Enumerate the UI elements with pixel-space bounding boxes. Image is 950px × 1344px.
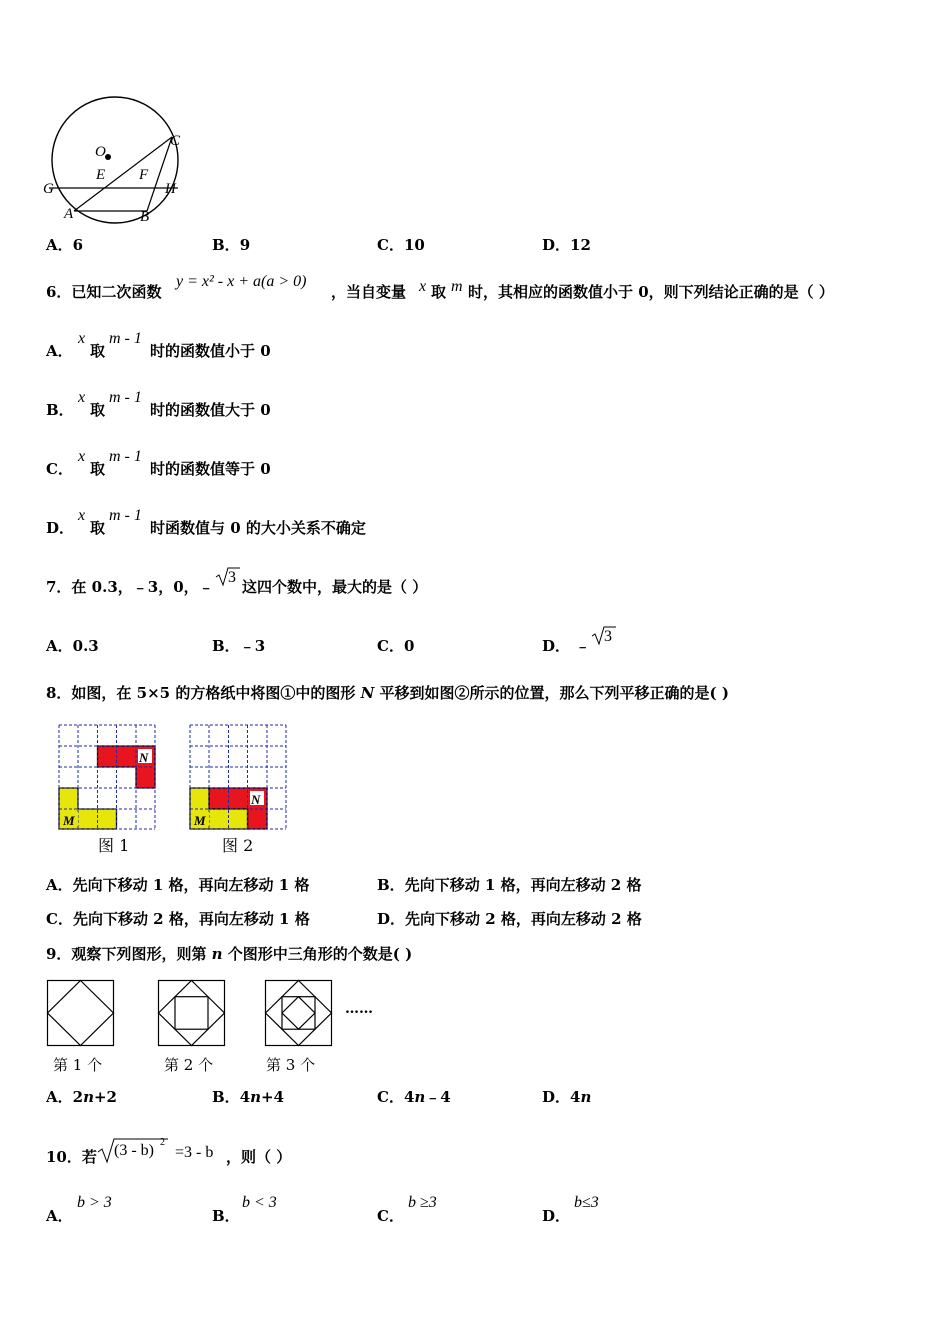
q5-option-c[interactable]: C．10 — [377, 236, 425, 254]
q6-a-letter: A． — [46, 342, 73, 360]
q9-figure-2 — [158, 980, 226, 1048]
q6-take: 取 — [431, 283, 447, 301]
q6-b-m1: m - 1 — [109, 389, 142, 406]
q6-d-take: 取 — [90, 519, 106, 537]
q5-option-a[interactable]: A．6 — [46, 236, 84, 254]
label-h: H — [165, 181, 176, 197]
q6-d-text: 时函数值与 0 的大小关系不确定 — [150, 519, 366, 537]
fig1-caption: 图 1 — [98, 836, 130, 855]
label-b: B — [140, 209, 150, 225]
q7-option-c[interactable]: C．0 — [377, 637, 415, 655]
q10-c-expr: b ≥3 — [408, 1194, 437, 1211]
q7-stem-pre: 7．在 0.3，﹣3，0，﹣ — [46, 578, 214, 596]
q10-d-expr: b≤3 — [574, 1194, 599, 1211]
q8-option-a[interactable]: A．先向下移动 1 格，再向左移动 1 格 — [46, 876, 310, 894]
q10-d-letter: D． — [542, 1207, 571, 1225]
label-c: C — [170, 133, 181, 149]
q6-a-m1: m - 1 — [109, 330, 142, 347]
q10-b-expr: b < 3 — [242, 1194, 277, 1211]
q7-option-b[interactable]: B．﹣3 — [212, 637, 266, 655]
label-a: A — [64, 206, 74, 222]
q6-var-x: x — [419, 278, 427, 295]
q10-b-letter: B． — [212, 1207, 240, 1225]
q9-option-d[interactable]: D．4n — [542, 1088, 592, 1106]
q7-sqrt-value: 3 — [228, 569, 236, 586]
q10-c-letter: C． — [377, 1207, 404, 1225]
q10-radicand: (3 - b) — [114, 1142, 154, 1159]
q10-rhs: =3 - b — [175, 1144, 214, 1161]
q6-formula: y = x² - x + a(a > 0) — [176, 273, 307, 290]
q9-option-a[interactable]: A．2n+2 — [46, 1088, 117, 1106]
q7-option-a[interactable]: A．0.3 — [46, 637, 99, 655]
q6-b-text: 时的函数值大于 0 — [150, 401, 271, 419]
q9-caption-1: 第 1 个 — [53, 1056, 103, 1074]
q10-exponent: 2 — [160, 1137, 165, 1148]
q6-c-letter: C． — [46, 460, 73, 478]
q10-a-expr: b > 3 — [77, 1194, 112, 1211]
q5-circle-figure — [40, 95, 190, 230]
q8-stem: 8．如图，在 5×5 的方格纸中将图①中的图形 N 平移到如图②所示的位置，那么下列平移正确的是( ) — [46, 684, 729, 702]
q6-c-text: 时的函数值等于 0 — [150, 460, 271, 478]
q6-a-x: x — [78, 330, 86, 347]
q6-c-x: x — [78, 448, 86, 465]
label-g: G — [43, 181, 54, 197]
q7-stem-post: 这四个数中，最大的是（ ） — [242, 578, 428, 596]
q9-caption-2: 第 2 个 — [164, 1056, 214, 1074]
q9-ellipsis: …… — [345, 1001, 373, 1017]
q8-option-b[interactable]: B．先向下移动 1 格，再向左移动 2 格 — [377, 876, 642, 894]
q6-b-x: x — [78, 389, 86, 406]
q5-option-d[interactable]: D．12 — [542, 236, 591, 254]
q6-b-take: 取 — [90, 401, 106, 419]
q9-stem: 9．观察下列图形，则第 n 个图形中三角形的个数是( ) — [46, 945, 413, 963]
q9-figure-3 — [265, 980, 333, 1048]
q6-d-m1: m - 1 — [109, 507, 142, 524]
q6-c-take: 取 — [90, 460, 106, 478]
q6-a-text: 时的函数值小于 0 — [150, 342, 271, 360]
fig2-label-m: M — [194, 813, 206, 828]
q6-stem-mid: ，当自变量 — [331, 283, 407, 301]
q10-a-letter: A． — [46, 1207, 73, 1225]
q6-d-x: x — [78, 507, 86, 524]
circle-o — [52, 97, 181, 223]
q6-c-m1: m - 1 — [109, 448, 142, 465]
q6-var-m: m — [451, 278, 463, 295]
q6-stem-pre: 6．已知二次函数 — [46, 283, 162, 301]
q10-stem-post: ，则（ ） — [226, 1148, 292, 1166]
label-e: E — [96, 167, 106, 183]
q7-d-sqrt-value: 3 — [604, 628, 612, 645]
label-f: F — [139, 167, 149, 183]
fig2-caption: 图 2 — [222, 836, 254, 855]
q9-option-b[interactable]: B．4n+4 — [212, 1088, 285, 1106]
fig1-label-m: M — [63, 813, 75, 828]
q6-d-letter: D． — [46, 519, 75, 537]
q9-caption-3: 第 3 个 — [266, 1056, 316, 1074]
q6-b-letter: B． — [46, 401, 74, 419]
q7-d-text: D． ﹣ — [542, 637, 591, 655]
q9-option-c[interactable]: C．4n﹣4 — [377, 1088, 451, 1106]
chord-ac — [74, 137, 172, 211]
chord-bc — [147, 137, 172, 211]
fig2-label-n: N — [251, 792, 261, 807]
q8-option-d[interactable]: D．先向下移动 2 格，再向左移动 2 格 — [377, 910, 642, 928]
q6-stem-post: 时，其相应的函数值小于 0，则下列结论正确的是（ ） — [468, 283, 834, 301]
q9-figure-1 — [47, 980, 115, 1048]
q8-option-c[interactable]: C．先向下移动 2 格，再向左移动 1 格 — [46, 910, 310, 928]
q5-option-b[interactable]: B．9 — [212, 236, 251, 254]
q10-stem-pre: 10．若 — [46, 1148, 97, 1166]
label-o: O — [95, 144, 106, 160]
q6-a-take: 取 — [90, 342, 106, 360]
fig1-label-n: N — [139, 750, 149, 765]
